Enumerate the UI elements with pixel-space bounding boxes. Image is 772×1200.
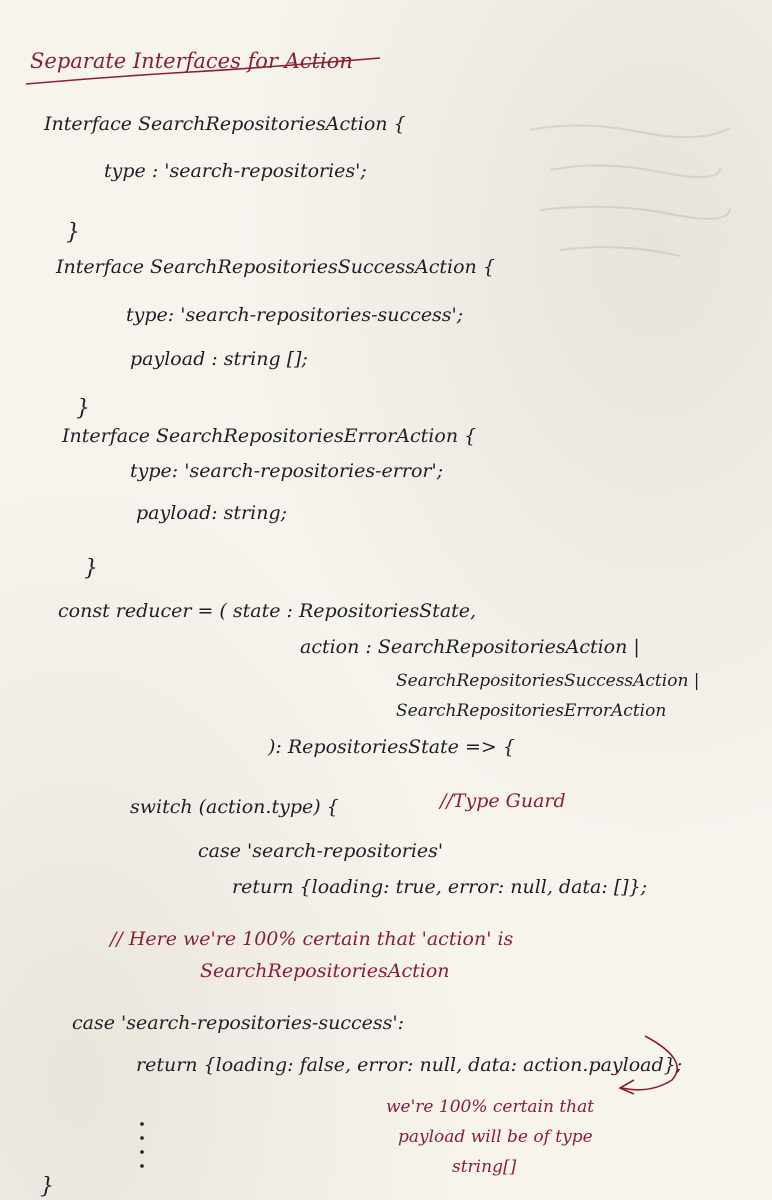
interface3-header: Interface SearchRepositoriesErrorAction { xyxy=(62,425,477,447)
switch-statement: switch (action.type) { xyxy=(130,796,339,818)
page-title: Separate Interfaces for Action xyxy=(30,49,353,73)
interface2-type: type: 'search-repositories-success'; xyxy=(126,304,464,326)
reducer-union-success: SearchRepositoriesSuccessAction | xyxy=(396,671,700,691)
case-search-repositories-success: case 'search-repositories-success': xyxy=(72,1012,404,1034)
interface1-type: type : 'search-repositories'; xyxy=(104,160,367,182)
reducer-union-error: SearchRepositoriesErrorAction xyxy=(396,701,667,721)
type-guard-comment: //Type Guard xyxy=(440,790,566,812)
interface2-payload: payload : string []; xyxy=(130,348,308,370)
reducer-action-param: action : SearchRepositoriesAction | xyxy=(300,636,640,658)
comment-certain-action-line1: // Here we're 100% certain that 'action' is xyxy=(110,928,514,950)
interface3-payload: payload: string; xyxy=(136,502,288,524)
trailing-brace: } xyxy=(40,1174,54,1199)
title-underline xyxy=(26,58,380,84)
return-loading-true: return {loading: true, error: null, data: []}; xyxy=(232,876,648,898)
interface2-header: Interface SearchRepositoriesSuccessAction { xyxy=(56,256,495,278)
case-search-repositories: case 'search-repositories' xyxy=(198,840,444,862)
reducer-return-type: ): RepositoriesState => { xyxy=(268,736,515,758)
interface1-header: Interface SearchRepositoriesAction { xyxy=(44,113,406,135)
reducer-signature: const reducer = ( state : RepositoriesState, xyxy=(58,600,477,622)
interface3-close: } xyxy=(84,556,98,581)
comment-payload-line2: payload will be of type xyxy=(398,1127,593,1147)
interface3-type: type: 'search-repositories-error'; xyxy=(130,460,444,482)
return-loading-false: return {loading: false, error: null, data: action.payload}; xyxy=(136,1054,683,1076)
comment-payload-line3: string[] xyxy=(452,1157,517,1177)
comment-payload-line1: we're 100% certain that xyxy=(386,1097,595,1117)
comment-certain-action-line2: SearchRepositoriesAction xyxy=(200,960,450,982)
interface1-close: } xyxy=(66,220,80,245)
interface2-close: } xyxy=(76,396,90,421)
payload-arrowhead xyxy=(620,1080,634,1094)
